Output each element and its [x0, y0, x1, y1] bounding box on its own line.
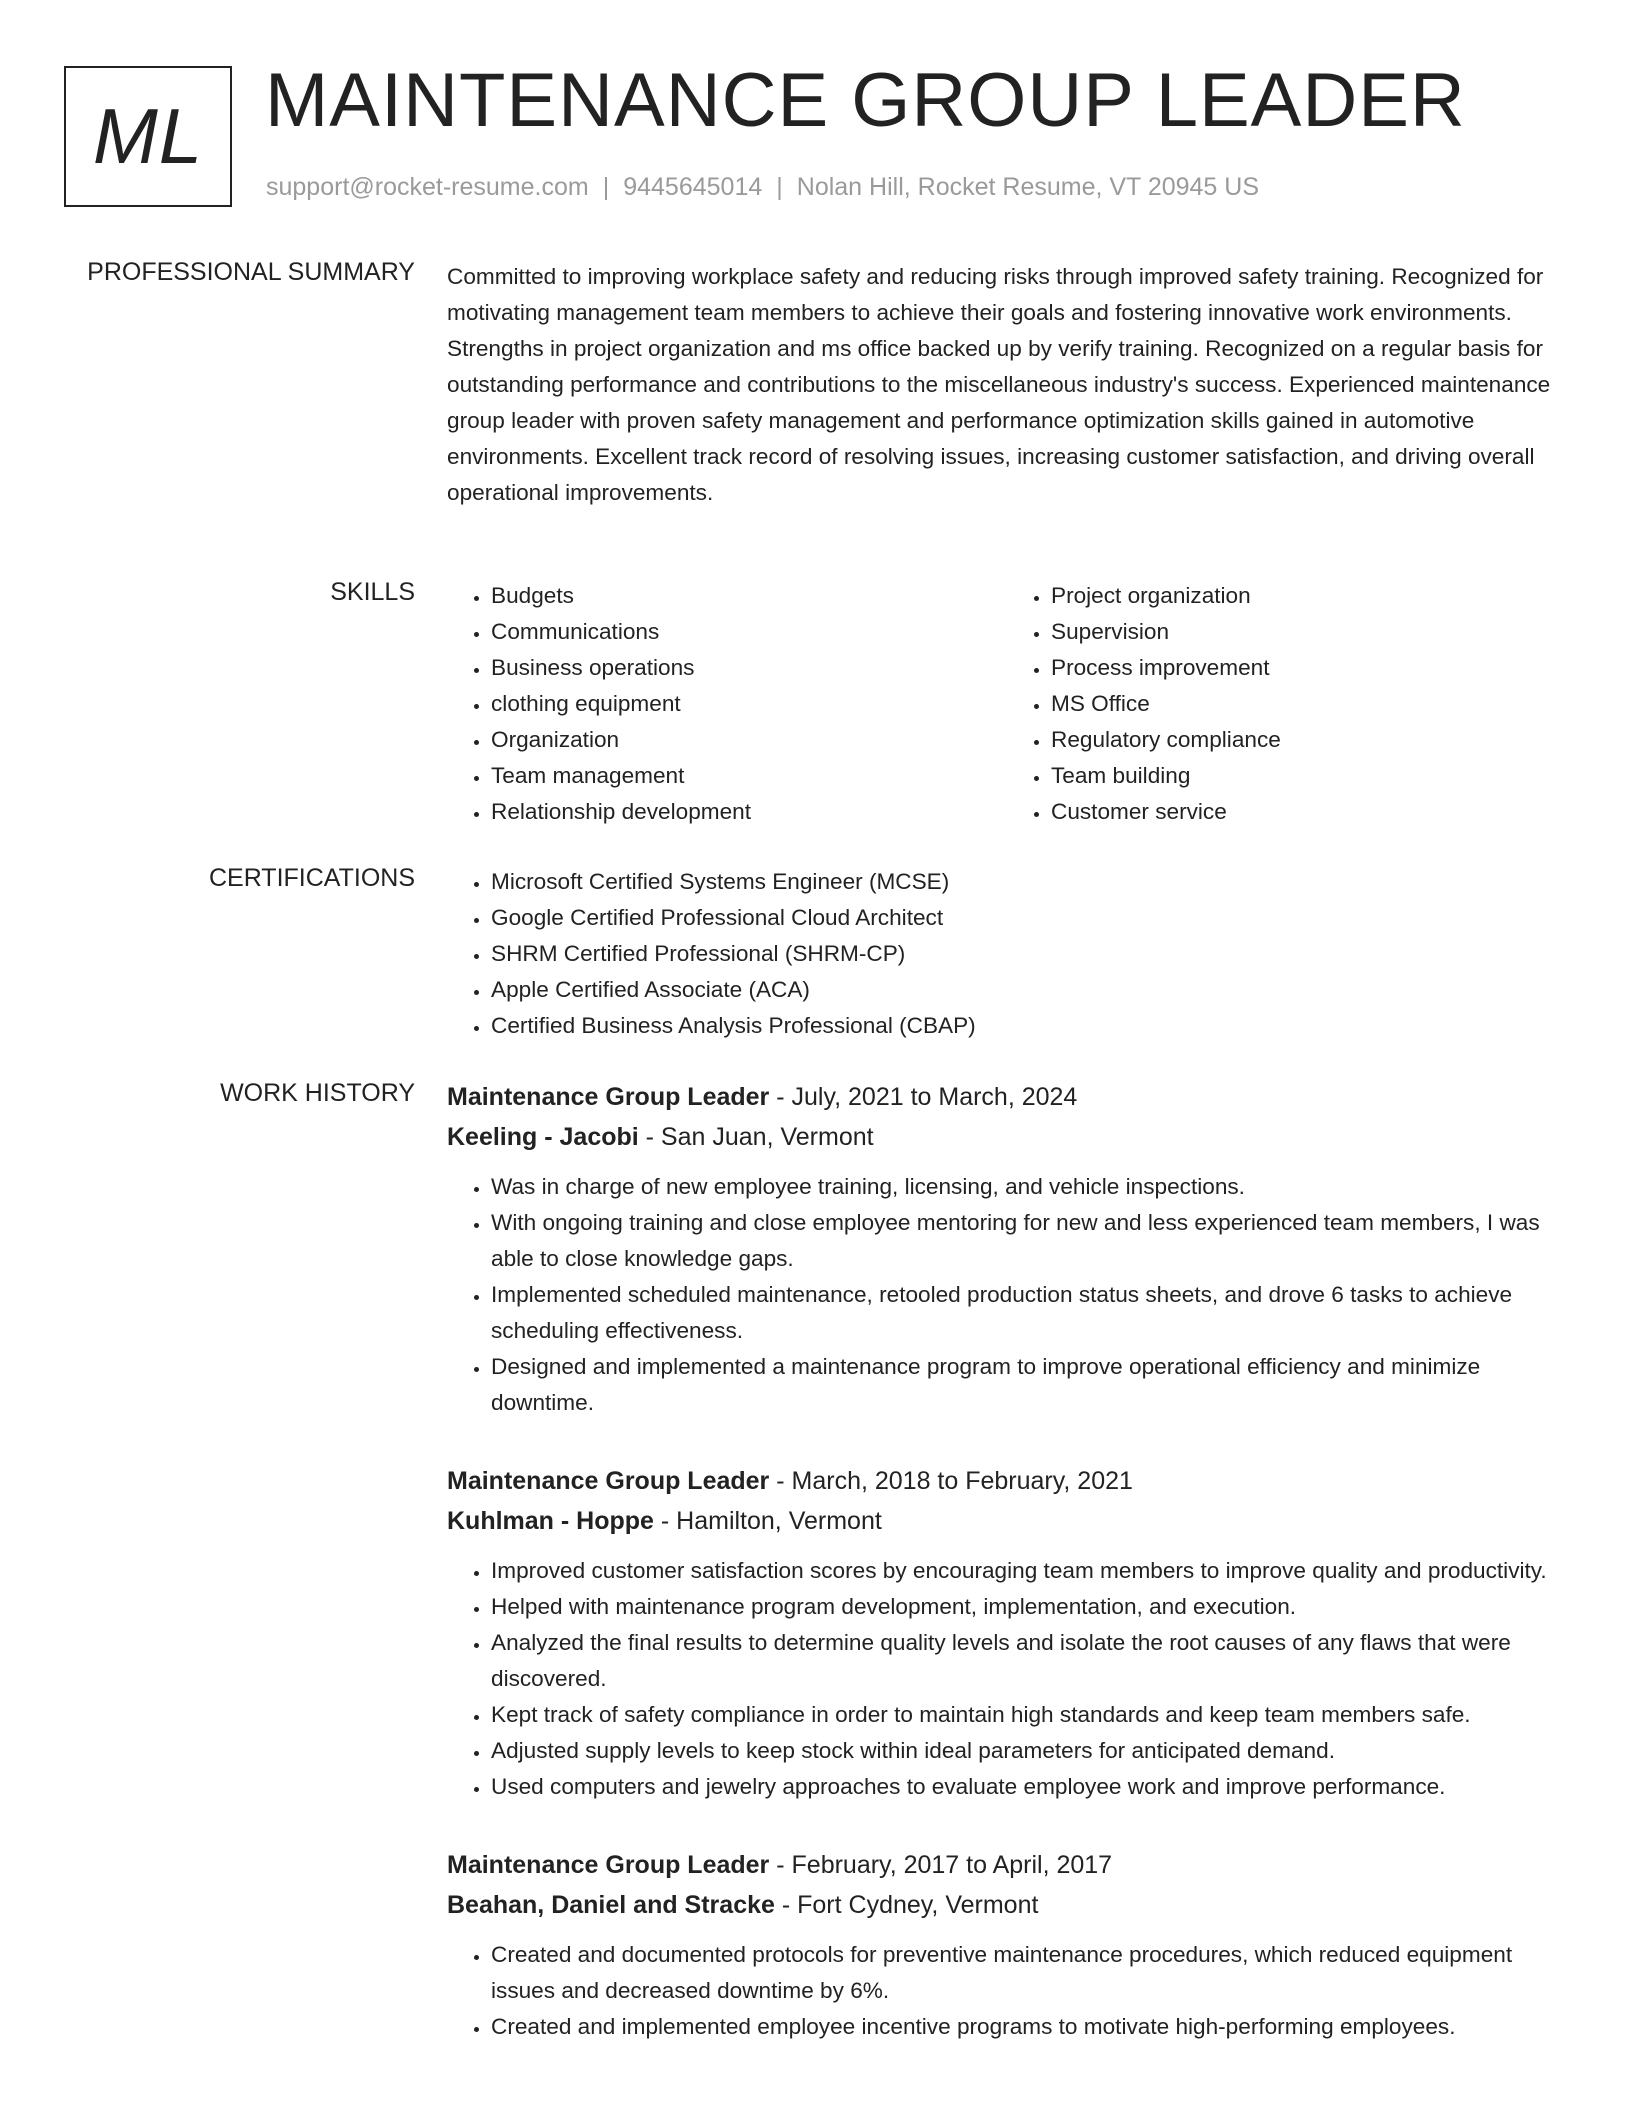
job-bullets: [447, 1937, 1567, 2045]
certifications-list: [447, 864, 1567, 1044]
skill-item: • Regulatory compliance: [1051, 722, 1567, 758]
resume-title: MAINTENANCE GROUP LEADER: [265, 58, 1466, 143]
job-entry: [447, 1461, 1567, 1805]
skill-item: • Customer service: [1051, 794, 1567, 830]
job-bullet: • Created and implemented employee incentive programs to motivate high-performing employees.: [491, 2009, 1567, 2045]
skill-item: • MS Office: [1051, 686, 1567, 722]
contact-line: [266, 173, 1259, 202]
job-entry: [447, 1077, 1567, 1421]
job-location: - San Juan, Vermont: [638, 1123, 874, 1151]
contact-address: Nolan Hill, Rocket Resume, VT 20945 US: [796, 173, 1260, 201]
contact-email[interactable]: support@rocket-resume.com: [266, 173, 589, 201]
jobs-list: [447, 1077, 1567, 2045]
skills-list-right: [1007, 578, 1567, 830]
job-company-line: [447, 1885, 1567, 1925]
job-dates: - March, 2018 to February, 2021: [769, 1467, 1133, 1495]
contact-separator: |: [602, 173, 610, 201]
certification-item: • Google Certified Professional Cloud Architect: [491, 900, 1567, 936]
skill-item: • Process improvement: [1051, 650, 1567, 686]
skill-item: • Team management: [491, 758, 1007, 794]
job-title: Maintenance Group Leader: [447, 1083, 770, 1111]
job-location: - Fort Cydney, Vermont: [774, 1891, 1039, 1919]
job-location: - Hamilton, Vermont: [653, 1507, 882, 1535]
job-company: Beahan, Daniel and Stracke: [447, 1891, 775, 1919]
monogram-initials: ML: [92, 92, 204, 180]
contact-phone[interactable]: 9445645014: [623, 173, 763, 201]
skill-item: • clothing equipment: [491, 686, 1007, 722]
monogram-box: [64, 66, 232, 207]
certification-item: • Certified Business Analysis Professional (CBAP): [491, 1008, 1567, 1044]
job-company: Kuhlman - Hoppe: [447, 1507, 654, 1535]
job-bullet: • Adjusted supply levels to keep stock within ideal parameters for anticipated demand.: [491, 1733, 1567, 1769]
job-bullet: • Created and documented protocols for preventive maintenance procedures, which reduced equipment issues and decreased downtime by 6%.: [491, 1937, 1567, 2009]
skill-item: • Organization: [491, 722, 1007, 758]
job-bullet: • Used computers and jewelry approaches to evaluate employee work and improve performance.: [491, 1769, 1567, 1805]
skill-item: • Business operations: [491, 650, 1007, 686]
job-bullet: • With ongoing training and close employee mentoring for new and less experienced team members, I was able to close knowledge gaps.: [491, 1205, 1567, 1277]
skills-heading: SKILLS: [330, 578, 415, 606]
skill-item: • Relationship development: [491, 794, 1007, 830]
job-bullet: • Improved customer satisfaction scores by encouraging team members to improve quality and productivity.: [491, 1553, 1567, 1589]
summary-text: Committed to improving workplace safety and reducing risks through improved safety training. Recognized for motivating management team members to achieve their goals and fostering innovative work environments. Strengths in project organization and ms office backed up by verify training. Recognized on a regular basis for outstanding performance and contributions to the miscellaneous industry's success. Experienced maintenance group leader with proven safety management and performance optimization skills gained in automotive environments. Excellent track record of resolving issues, increasing customer satisfaction, and driving overall operational improvements.: [447, 264, 1551, 505]
job-bullet: • Helped with maintenance program development, implementation, and execution.: [491, 1589, 1567, 1625]
job-company-line: [447, 1501, 1567, 1541]
job-bullet: • Implemented scheduled maintenance, retooled production status sheets, and drove 6 tasks to achieve scheduling effectiveness.: [491, 1277, 1567, 1349]
certifications-heading: CERTIFICATIONS: [208, 864, 415, 892]
job-company-line: [447, 1117, 1567, 1157]
skills-list-left: [447, 578, 1007, 830]
skill-item: • Supervision: [1051, 614, 1567, 650]
skill-item: • Project organization: [1051, 578, 1567, 614]
skill-item: • Communications: [491, 614, 1007, 650]
job-title-line: [447, 1845, 1567, 1885]
certification-item: • Microsoft Certified Systems Engineer (MCSE): [491, 864, 1567, 900]
certification-item: • Apple Certified Associate (ACA): [491, 972, 1567, 1008]
job-bullet: • Kept track of safety compliance in order to maintain high standards and keep team members safe.: [491, 1697, 1567, 1733]
job-bullet: • Analyzed the final results to determine quality levels and isolate the root causes of any flaws that were discovered.: [491, 1625, 1567, 1697]
job-bullets: [447, 1169, 1567, 1421]
job-company: Keeling - Jacobi: [447, 1123, 639, 1151]
job-dates: - February, 2017 to April, 2017: [769, 1851, 1113, 1879]
job-dates: - July, 2021 to March, 2024: [769, 1083, 1078, 1111]
job-title: Maintenance Group Leader: [447, 1851, 770, 1879]
certification-item: • SHRM Certified Professional (SHRM-CP): [491, 936, 1567, 972]
job-bullets: [447, 1553, 1567, 1805]
contact-separator: |: [776, 173, 783, 201]
summary-heading: PROFESSIONAL SUMMARY: [87, 258, 415, 286]
job-title-line: [447, 1077, 1567, 1117]
job-bullet: • Designed and implemented a maintenance program to improve operational efficiency and minimize downtime.: [491, 1349, 1567, 1421]
skill-item: • Budgets: [491, 578, 1007, 614]
job-title: Maintenance Group Leader: [447, 1467, 770, 1495]
job-entry: [447, 1845, 1567, 2045]
work-history-heading: WORK HISTORY: [220, 1079, 415, 1107]
job-title-line: [447, 1461, 1567, 1501]
skill-item: • Team building: [1051, 758, 1567, 794]
job-bullet: • Was in charge of new employee training, licensing, and vehicle inspections.: [491, 1169, 1567, 1205]
